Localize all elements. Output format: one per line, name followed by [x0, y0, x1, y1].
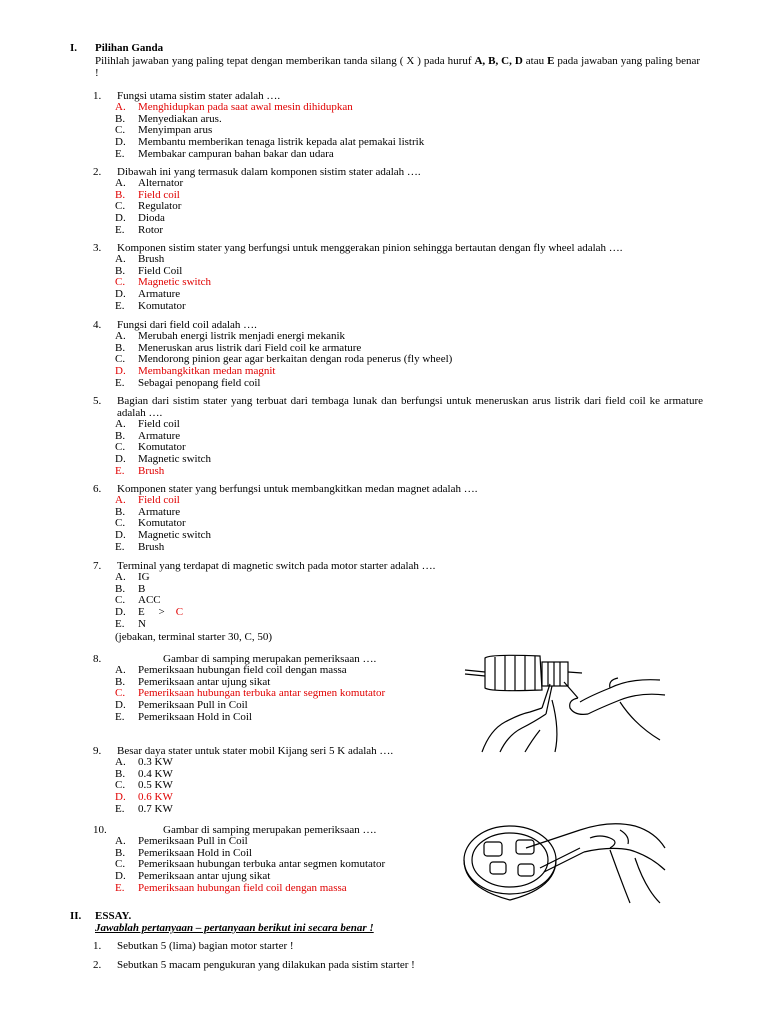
question-number: 5.	[93, 395, 102, 407]
option-c[interactable]: C. 0.5 KW	[115, 779, 173, 792]
section-1-title: Pilihan Ganda	[95, 42, 164, 54]
option-e[interactable]: E. Brush	[115, 464, 165, 477]
question-1	[93, 90, 703, 161]
essay-question-2	[93, 959, 703, 971]
option-b[interactable]: B. Meneruskan arus listrik dari Field coil ke armature	[115, 341, 362, 354]
field-coil-ground-test-illustration	[460, 818, 670, 908]
option-d[interactable]: D. 0.6 KW	[115, 791, 173, 804]
question-number: 7.	[93, 560, 102, 572]
question-number: 3.	[93, 242, 102, 254]
option-b[interactable]: B. 0.4 KW	[115, 767, 173, 780]
question-number: 1.	[93, 90, 102, 102]
option-b[interactable]: B. Armature	[115, 429, 181, 442]
option-a[interactable]: A. Pemeriksaan hubungan field coil dengan massa	[115, 664, 347, 676]
option-c[interactable]: C. Pemeriksaan hubungan terbuka antar segmen komutator	[115, 687, 386, 700]
section-1-heading	[70, 42, 163, 54]
option-d[interactable]: D. Magnetic switch	[115, 453, 212, 466]
option-e[interactable]: E. Membakar campuran bahan bakar dan udara	[115, 147, 334, 160]
option-e[interactable]: E. Komutator	[115, 299, 186, 312]
section-2-instruction: Jawablah pertanyaan – pertanyaan berikut ini secara benar !	[95, 922, 374, 934]
section-1-instruction: Pilihlah jawaban yang paling tepat dengan memberikan tanda silang ( X ) pada huruf A, B, C, D atau E pada jawaban yang paling benar !	[95, 55, 701, 79]
essay-question-1	[93, 940, 703, 952]
option-c[interactable]: C. Magnetic switch	[115, 276, 212, 289]
option-c[interactable]: C. Komutator	[115, 517, 186, 530]
question-text: Sebutkan 5 macam pengukuran yang dilakukan pada sistim starter !	[117, 959, 415, 971]
option-d[interactable]: D. Membantu memberikan tenaga listrik kepada alat pemakai listrik	[115, 136, 425, 149]
option-e[interactable]: E. Pemeriksaan hubungan field coil dengan massa	[115, 881, 347, 894]
question-10	[93, 824, 473, 895]
option-e[interactable]: E. 0.7 KW	[115, 802, 173, 815]
question-text: Komponen stater yang berfungsi untuk membangkitkan medan magnet adalah ….	[117, 483, 478, 495]
question-text: Komponen sistim stater yang berfungsi untuk menggerakan pinion sehingga bertautan dengan fly wheel adalah ….	[117, 242, 623, 254]
question-number: 4.	[93, 319, 102, 331]
question-number: 9.	[93, 745, 102, 757]
option-b[interactable]: B. Pemeriksaan Hold in Coil	[115, 846, 252, 859]
question-text: Dibawah ini yang termasuk dalam komponen sistim stater adalah ….	[117, 166, 421, 178]
question-6	[93, 483, 703, 554]
question-number: 2.	[93, 959, 102, 971]
option-b[interactable]: B. B	[115, 582, 146, 595]
option-e[interactable]: E. Rotor	[115, 223, 164, 236]
option-c[interactable]: C. Pemeriksaan hubungan terbuka antar segmen komutator	[115, 858, 386, 871]
question-text: Terminal yang terdapat di magnetic switch pada motor starter adalah ….	[117, 560, 436, 572]
option-d[interactable]: D. Pemeriksaan Pull in Coil	[115, 699, 248, 712]
question-number: 2.	[93, 166, 102, 178]
option-a[interactable]: A. Pemeriksaan Pull in Coil	[115, 835, 248, 847]
option-e[interactable]: E. Brush	[115, 540, 165, 553]
option-b[interactable]: B. Field coil	[115, 188, 180, 201]
question-text: Besar daya stater untuk stater mobil Kijang seri 5 K adalah ….	[117, 745, 394, 757]
option-c[interactable]: C. Komutator	[115, 441, 186, 454]
question-number: 8.	[93, 653, 102, 665]
question-text: Gambar di samping merupakan pemeriksaan ….	[163, 824, 377, 836]
section-2-numeral: II.	[70, 910, 82, 922]
option-a[interactable]: A. Alternator	[115, 177, 184, 189]
question-text: Sebutkan 5 (lima) bagian motor starter !	[117, 940, 294, 952]
question-5	[93, 395, 703, 478]
question-7-note: (jebakan, terminal starter 30, C, 50)	[115, 630, 273, 643]
option-d[interactable]: D. Dioda	[115, 212, 165, 225]
question-number: 10.	[93, 824, 107, 836]
option-a[interactable]: A. IG	[115, 571, 150, 583]
question-2	[93, 166, 703, 237]
option-d[interactable]: D. Armature	[115, 288, 181, 301]
option-a[interactable]: A. 0.3 KW	[115, 756, 173, 768]
option-d[interactable]: D. Pemeriksaan antar ujung sikat	[115, 870, 271, 883]
section-2-title: ESSAY.	[95, 910, 132, 922]
option-e[interactable]: E. Sebagai penopang field coil	[115, 376, 261, 389]
option-b[interactable]: B. Armature	[115, 505, 181, 518]
option-c[interactable]: C. Regulator	[115, 200, 182, 213]
option-b[interactable]: B. Pemeriksaan antar ujung sikat	[115, 675, 271, 688]
option-d[interactable]: D. E > C	[115, 606, 184, 619]
option-a[interactable]: A. Field coil	[115, 418, 180, 430]
section-1-numeral: I.	[70, 42, 78, 54]
option-a[interactable]: A. Brush	[115, 253, 165, 265]
section-2-heading	[70, 910, 131, 922]
question-7	[93, 560, 703, 643]
question-9	[93, 745, 703, 816]
question-text: Fungsi dari field coil adalah ….	[117, 319, 257, 331]
question-4	[93, 319, 703, 390]
option-d[interactable]: D. Membangkitkan medan magnit	[115, 365, 276, 378]
option-c[interactable]: C. Mendorong pinion gear agar berkaitan dengan roda penerus (fly wheel)	[115, 353, 453, 366]
question-8	[93, 653, 473, 724]
question-number: 6.	[93, 483, 102, 495]
question-3	[93, 242, 703, 313]
option-c[interactable]: C. ACC	[115, 594, 161, 607]
question-text: Bagian dari sistim stater yang terbuat dari tembaga lunak dan berfungsi untuk meneruskan arus listrik dari field coil ke armature adalah ….	[117, 395, 703, 419]
option-d[interactable]: D. Magnetic switch	[115, 529, 212, 542]
option-b[interactable]: B. Menyediakan arus.	[115, 112, 222, 125]
option-b[interactable]: B. Field Coil	[115, 264, 183, 277]
option-e[interactable]: E. N	[115, 617, 146, 630]
option-a[interactable]: A. Menghidupkan pada saat awal mesin dihidupkan	[115, 101, 353, 113]
armature-commutator-test-illustration	[460, 640, 670, 755]
question-text: Gambar di samping merupakan pemeriksaan ….	[163, 653, 377, 665]
question-number: 1.	[93, 940, 102, 952]
question-text: Fungsi utama sistim stater adalah ….	[117, 90, 281, 102]
option-a[interactable]: A. Merubah energi listrik menjadi energi mekanik	[115, 330, 346, 342]
option-d-correction: C	[175, 606, 184, 619]
option-a[interactable]: A. Field coil	[115, 494, 180, 506]
option-c[interactable]: C. Menyimpan arus	[115, 124, 213, 137]
option-e[interactable]: E. Pemeriksaan Hold in Coil	[115, 710, 252, 723]
